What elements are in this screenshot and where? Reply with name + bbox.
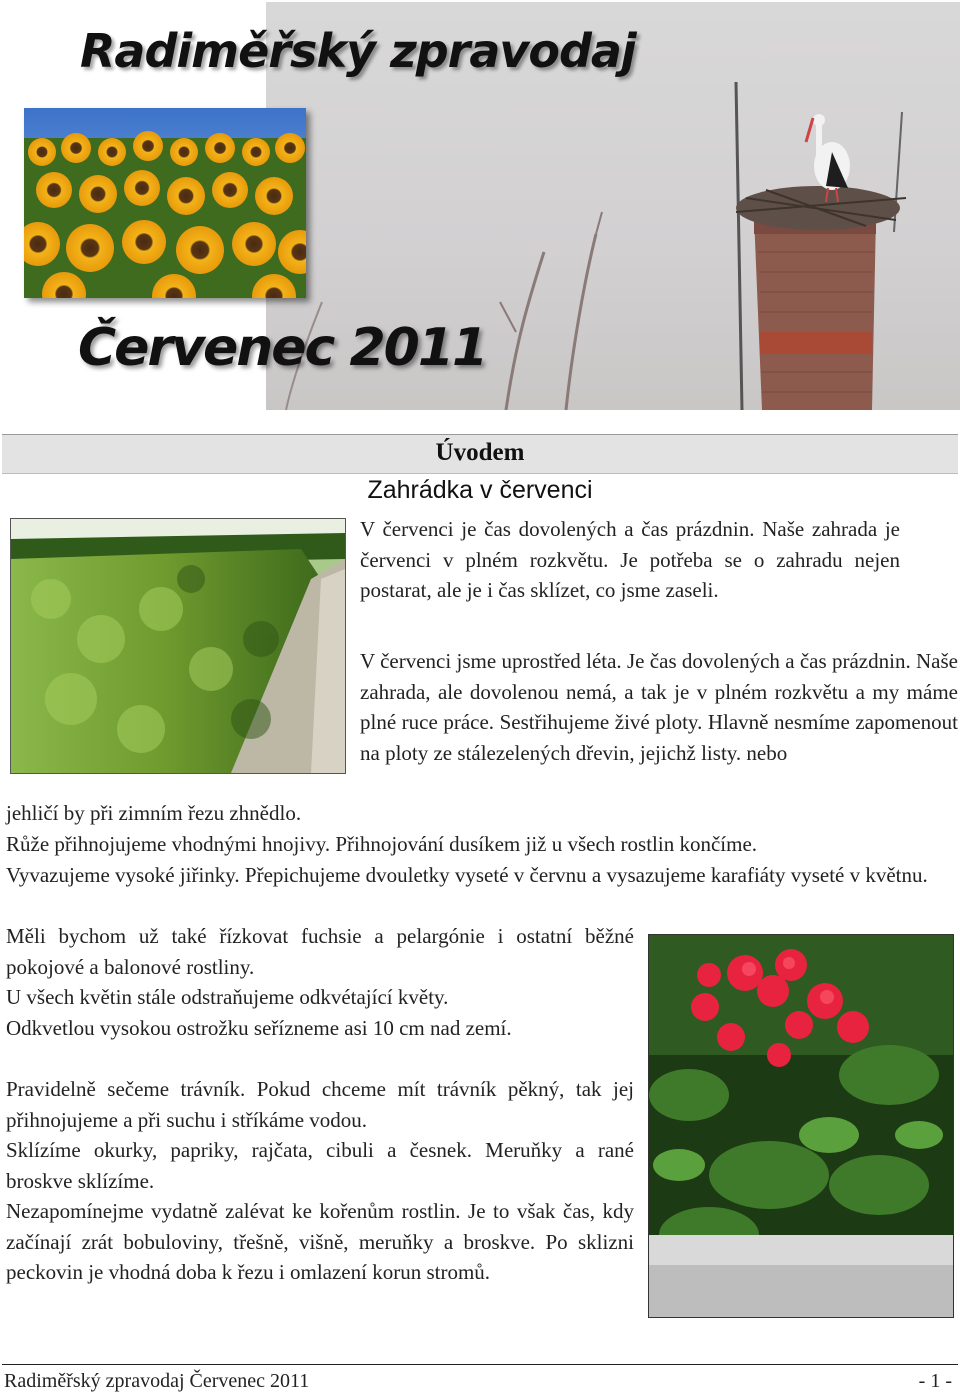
article-paragraph-8: Pravidelně sečeme trávník. Pokud chceme mít trávník pěkný, tak jej přihnojujeme a při suchu i stříkáme vodou. [6,1077,634,1132]
masthead-issue-date: Červenec 2011 [78,318,487,378]
sunflower-field-photo [24,108,306,298]
article-paragraph-7: Odkvetlou vysokou ostrožku seřízneme asi 10 cm nad zemí. [6,1016,512,1040]
article-paragraph-2: V červenci jsme uprostřed léta. Je čas dovolených a čas prázdnin. Naše zahrada, ale dovolenou nemá, a tak je v plném rozkvětu a my máme plné ruce práce. Sestřihujeme živé ploty. Hlavně nesmíme zapomenout na ploty ze stálezelených dřevin, jejichž listy. nebo [360,649,958,765]
masthead [0,0,960,412]
masthead-title: Radiměřský zpravodaj [80,24,636,78]
article-paragraph-2-continued: jehličí by při zimním řezu zhnědlo. [6,801,302,825]
article-paragraph-3: Růže přihnojujeme vhodnými hnojivy. Přihnojování dusíkem již u všech rostlin končíme. [6,832,758,856]
section-title: Úvodem [435,439,525,466]
article-paragraph-9: Sklízíme okurky, papriky, rajčata, cibuli a česnek. Meruňky a rané broskve sklízíme. [6,1138,634,1193]
article-paragraph-6: U všech květin stále odstraňujeme odkvétající květy. [6,985,449,1009]
geranium-photo [648,934,954,1318]
footer-divider [2,1364,958,1365]
article-paragraph-5: Měli bychom už také řízkovat fuchsie a pelargónie i ostatní běžné pokojové a balonové rostliny. [6,924,634,979]
footer-page-number: - 1 - [918,1370,952,1392]
article-paragraph-1: V červenci je čas dovolených a čas prázdnin. Naše zahrada je červenci v plném rozkvětu. Je potřeba se o zahradu nejen postarat, ale je i čas sklízet, co jsme zaseli. [360,517,900,603]
hedge-photo [10,518,346,774]
article-title: Zahrádka v červenci [367,476,593,504]
footer-publication: Radiměřský zpravodaj Červenec 2011 [4,1370,310,1392]
article-paragraph-4: Vyvazujeme vysoké jiřinky. Přepichujeme dvouletky vyseté v červnu a vysazujeme karafiáty vyseté v květnu. [6,863,928,887]
article-paragraph-10: Nezapomínejme vydatně zalévat ke kořenům rostlin. Je to však čas, kdy začínají zrát bobuloviny, třešně, višně, meruňky a broskve. Po sklizni peckovin je vhodná doba k řezu i omlazení korun stromů. [6,1199,634,1285]
